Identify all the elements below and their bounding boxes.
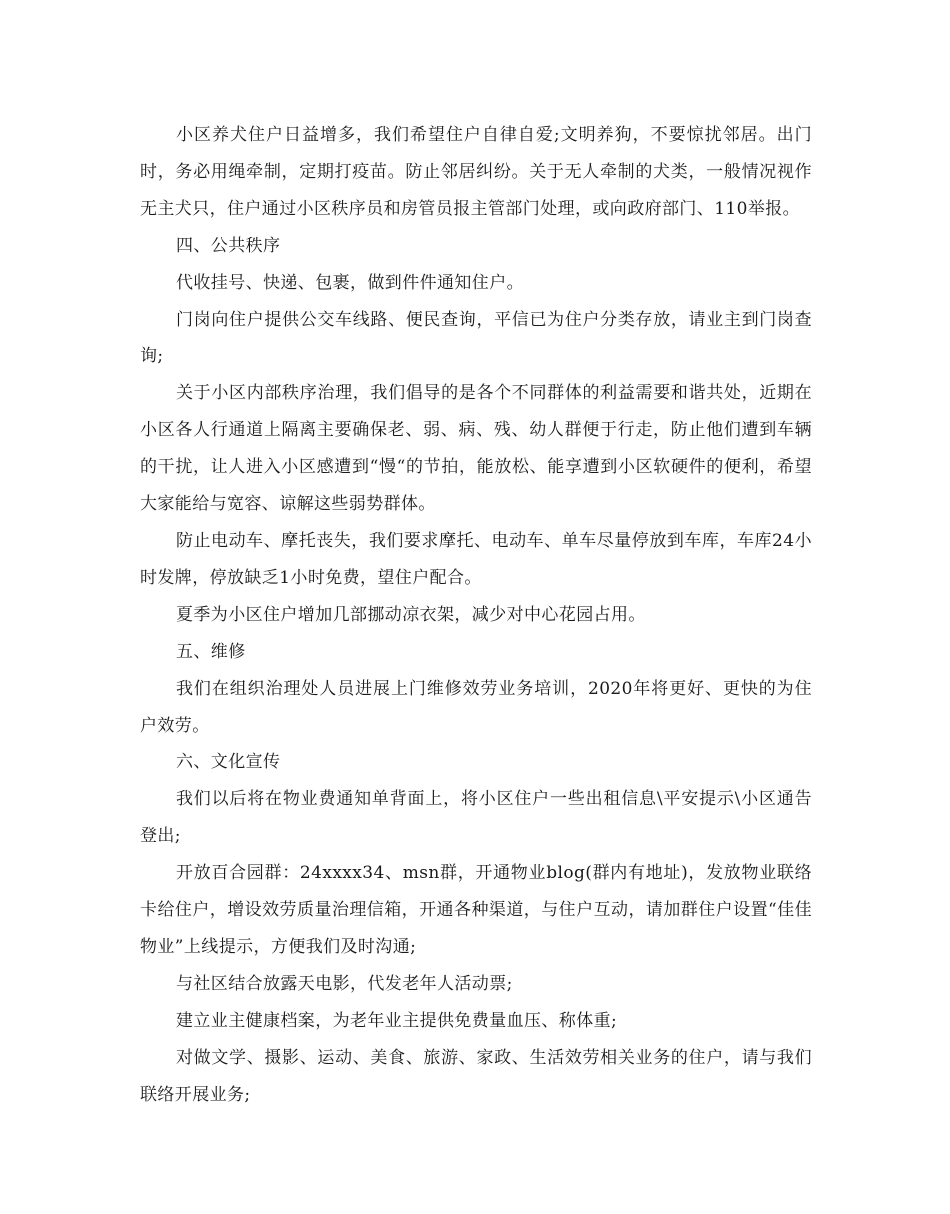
paragraph-dog-policy: 小区养犬住户日益增多，我们希望住户自律自爱;文明养狗，不要惊扰邻居。出门时，务必用绳牵制，定期打疫苗。防止邻居纠纷。关于无人牵制的犬类，一般情况视作无主犬只，住户通过小区秩序员和房管员报主管部门处理，或向政府部门、110举报。 (140, 125, 812, 219)
paragraph-parcel-notice: 代收挂号、快递、包裹，做到件件通知住户。 (176, 272, 524, 293)
paragraph-maintenance-training: 我们在组织治理处人员进展上门维修效劳业务培训，2020年将更好、更快的为住户效劳。 (140, 678, 812, 736)
paragraph-clothes-rack: 夏季为小区住户增加几部挪动凉衣架，减少对中心花园占用。 (176, 604, 646, 625)
paragraph-health-records: 建立业主健康档案，为老年业主提供免费量血压、称体重; (176, 1010, 618, 1031)
paragraph-group-channels: 开放百合园群：24xxxx34、msn群，开通物业blog(群内有地址)，发放物业联络卡给住户，增设效劳质量治理信箱，开通各种渠道，与住户互动，请加群住户设置“佳佳物业”上线提示，方便我们及时沟通; (140, 863, 812, 957)
paragraph-business-contact: 对做文学、摄影、运动、美食、旅游、家政、生活效劳相关业务的住户，请与我们联络开展业务; (140, 1047, 812, 1105)
paragraph-internal-order: 关于小区内部秩序治理，我们倡导的是各个不同群体的利益需要和谐共处，近期在小区各人行通道上隔离主要确保老、弱、病、残、幼人群便于行走，防止他们遭到车辆的干扰，让人进入小区感遭到“慢“的节拍，能放松、能享遭到小区软硬件的便利，希望大家能给与宽容、谅解这些弱势群体。 (140, 383, 812, 515)
document-body (140, 117, 812, 1113)
paragraph-outdoor-movie: 与社区结合放露天电影，代发老年人活动票; (176, 973, 513, 994)
paragraph-fee-notice: 我们以后将在物业费通知单背面上，将小区住户一些出租信息\平安提示\小区通告登出; (140, 789, 812, 847)
paragraph-gate-service: 门岗向住户提供公交车线路、便民查询，平信已为住户分类存放，请业主到门岗查询; (140, 309, 812, 367)
section-heading-public-order: 四、公共秩序 (176, 235, 281, 256)
section-heading-maintenance: 五、维修 (176, 641, 246, 662)
paragraph-vehicle-parking: 防止电动车、摩托丧失，我们要求摩托、电动车、单车尽量停放到车库，车库24小时发牌，停放缺乏1小时免费，望住户配合。 (140, 530, 812, 588)
section-heading-culture: 六、文化宣传 (176, 752, 281, 773)
